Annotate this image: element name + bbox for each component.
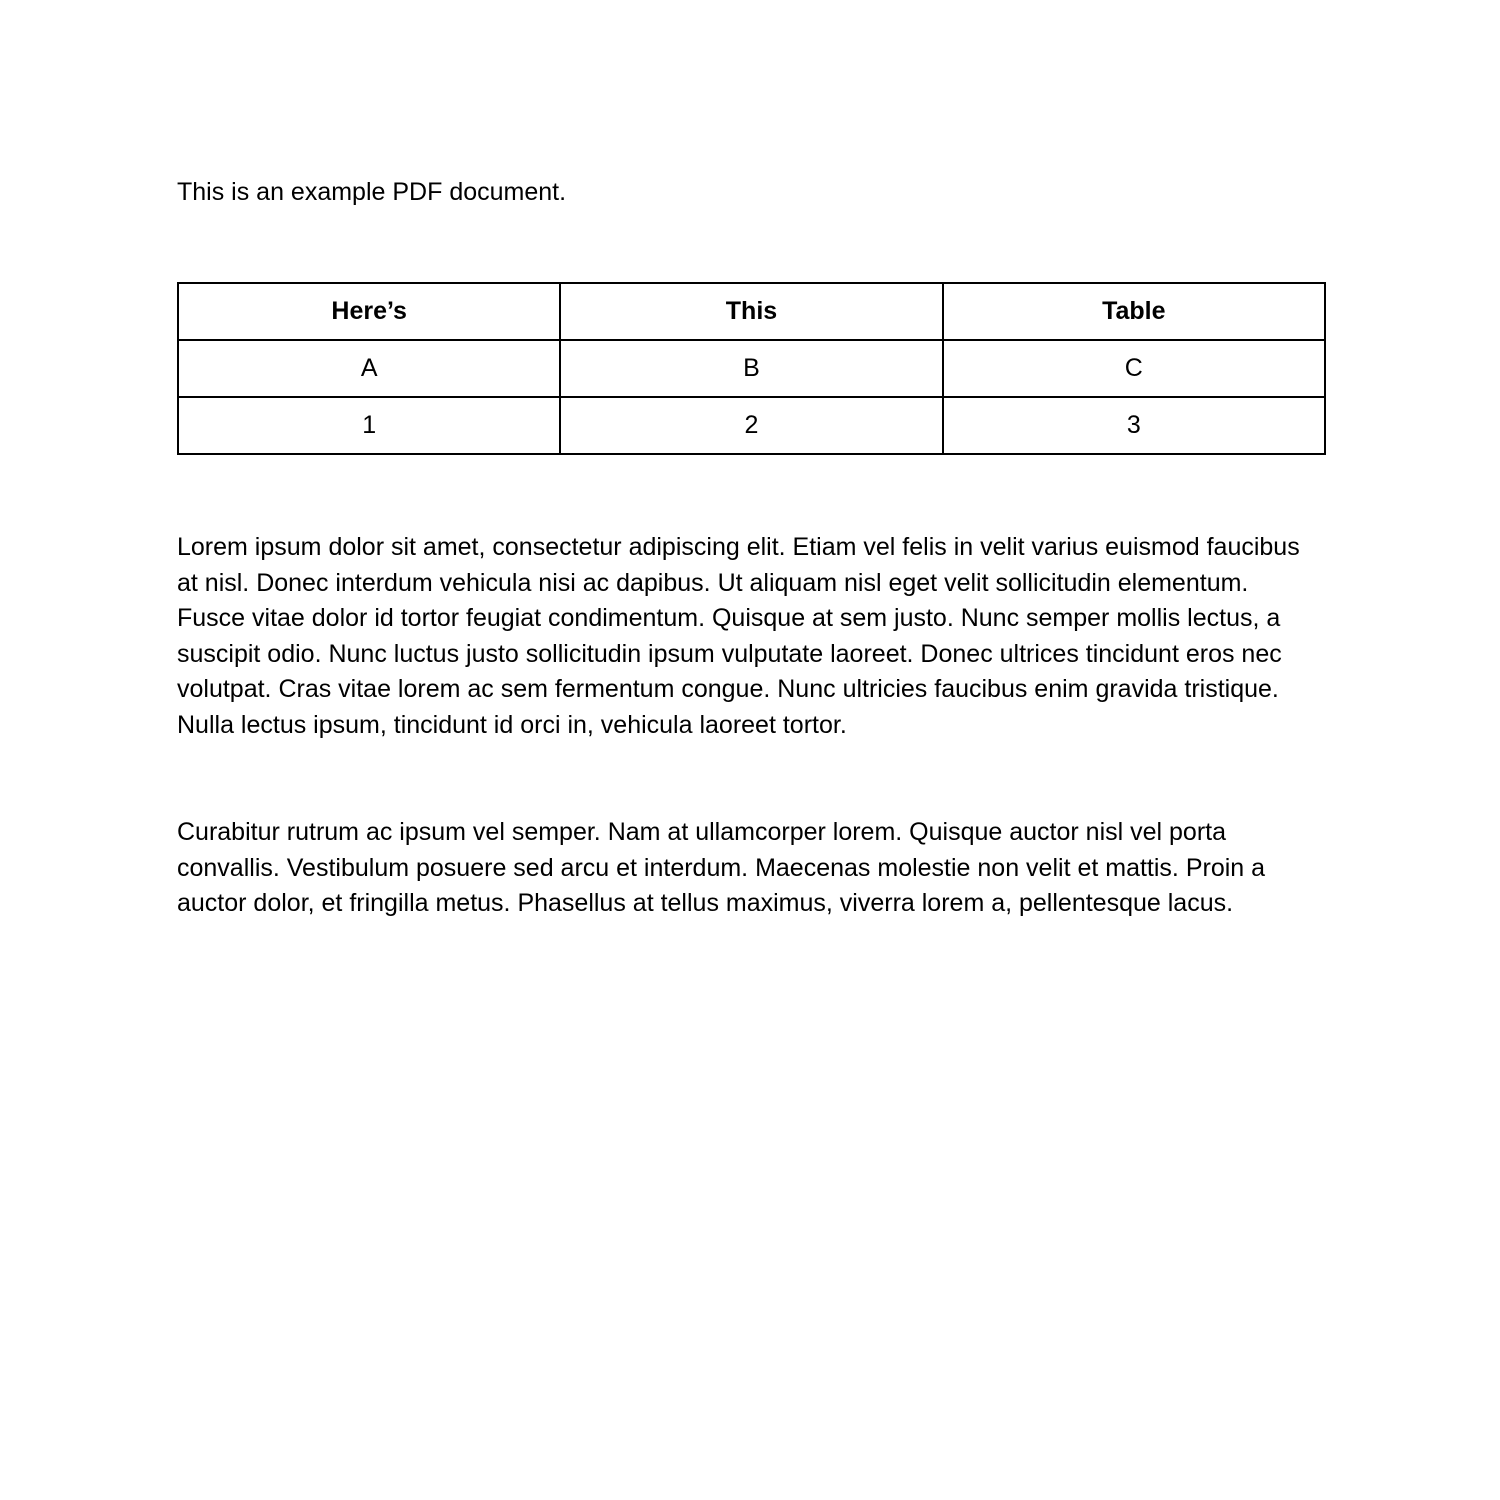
table-row bbox=[178, 340, 1325, 397]
table-cell: C bbox=[943, 340, 1325, 397]
table-header-cell: This bbox=[560, 283, 942, 340]
data-table bbox=[177, 282, 1326, 455]
intro-text: This is an example PDF document. bbox=[177, 178, 567, 206]
table-header-cell: Here’s bbox=[178, 283, 560, 340]
table-cell: 3 bbox=[943, 397, 1325, 454]
table-row bbox=[178, 397, 1325, 454]
table-cell: B bbox=[560, 340, 942, 397]
body-paragraph: Lorem ipsum dolor sit amet, consectetur adipiscing elit. Etiam vel felis in velit varius euismod faucibus at nisl. Donec interdum vehicula nisi ac dapibus. Ut aliquam nisl eget velit sollicitudin elementum. Fusce vitae dolor id tortor feugiat condimentum. Quisque at sem justo. Nunc semper mollis lectus, a suscipit odio. Nunc luctus justo sollicitudin ipsum vulputate laoreet. Donec ultrices tincidunt eros nec volutpat. Cras vitae lorem ac sem fermentum congue. Nunc ultricies faucibus enim gravida tristique. Nulla lectus ipsum, tincidunt id orci in, vehicula laoreet tortor. bbox=[177, 533, 1300, 739]
table-cell: 1 bbox=[178, 397, 560, 454]
table-header-cell: Table bbox=[943, 283, 1325, 340]
table-cell: A bbox=[178, 340, 560, 397]
table-cell: 2 bbox=[560, 397, 942, 454]
table-header-row bbox=[178, 283, 1325, 340]
body-paragraph: Curabitur rutrum ac ipsum vel semper. Nam at ullamcorper lorem. Quisque auctor nisl vel porta convallis. Vestibulum posuere sed arcu et interdum. Maecenas molestie non velit et mattis. Proin a auctor dolor, et fringilla metus. Phasellus at tellus maximus, viverra lorem a, pellentesque lacus. bbox=[177, 818, 1266, 918]
